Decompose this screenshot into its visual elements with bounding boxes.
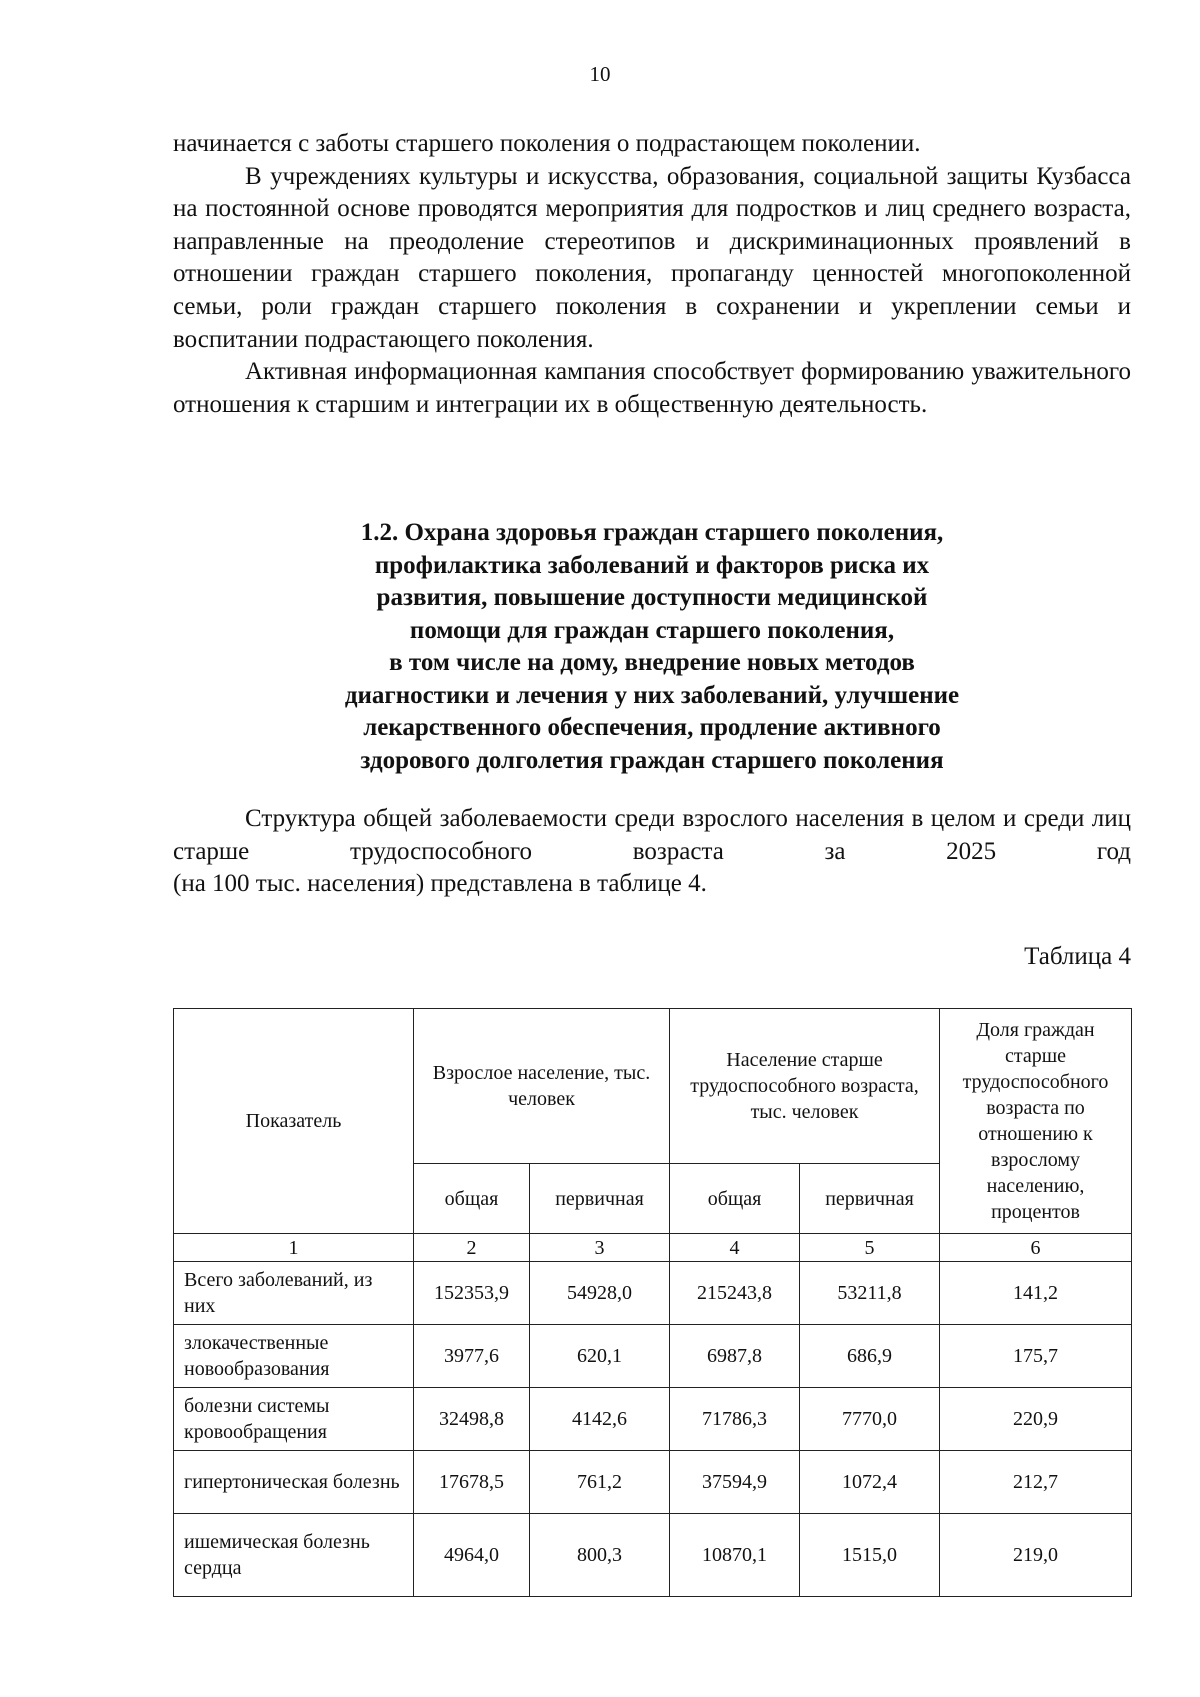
intro-paragraph: начинается с заботы старшего поколения о подрастающем поколении. — [173, 130, 921, 157]
row-indicator: злокачественные новообразования — [174, 1325, 414, 1388]
cell-elderly-total: 10870,1 — [670, 1514, 800, 1597]
cell-elderly-total: 6987,8 — [670, 1325, 800, 1388]
cell-adult-primary: 800,3 — [530, 1514, 670, 1597]
cell-elderly-primary: 1515,0 — [800, 1514, 940, 1597]
cell-elderly-primary: 686,9 — [800, 1325, 940, 1388]
row-indicator: ишемическая болезнь сердца — [174, 1514, 414, 1597]
intro-text — [173, 128, 1131, 421]
subheader-elderly-primary: первичная — [800, 1164, 940, 1234]
table-intro-text: (на 100 тыс. населения) представлена в таблице 4. — [173, 870, 707, 898]
table-caption: Таблица 4 — [1024, 943, 1131, 970]
section-heading-line: лекарственного обеспечения, продление активного — [363, 714, 941, 741]
cell-elderly-total: 71786,3 — [670, 1388, 800, 1451]
cell-elderly-primary: 53211,8 — [800, 1262, 940, 1325]
section-heading-line: профилактика заболеваний и факторов риска их — [374, 551, 930, 579]
table-row — [174, 1514, 1132, 1597]
section-heading-line: диагностики и лечения у них заболеваний, улучшение — [344, 681, 960, 709]
header-adult-population: Взрослое население, тыс. человек — [414, 1009, 670, 1164]
subheader-elderly-total: общая — [670, 1164, 800, 1234]
section-heading-line: здорового долголетия граждан старшего поколения — [360, 746, 944, 774]
subheader-adult-total: общая — [414, 1164, 530, 1234]
table-intro-paragraph — [173, 803, 1131, 901]
cell-share: 175,7 — [940, 1325, 1132, 1388]
cell-adult-total: 3977,6 — [414, 1325, 530, 1388]
cell-share: 212,7 — [940, 1451, 1132, 1514]
row-indicator: гипертоническая болезнь — [174, 1451, 414, 1514]
cell-adult-total: 4964,0 — [414, 1514, 530, 1597]
column-number: 2 — [414, 1234, 530, 1262]
header-elderly-population: Население старше трудоспособного возраста, тыс. человек — [670, 1009, 940, 1164]
cell-share: 219,0 — [940, 1514, 1132, 1597]
section-heading-line: в том числе на дому, внедрение новых методов — [389, 649, 915, 676]
cell-adult-primary: 761,2 — [530, 1451, 670, 1514]
column-number: 4 — [670, 1234, 800, 1262]
table-row — [174, 1451, 1132, 1514]
table-header-row — [174, 1009, 1132, 1164]
column-number: 3 — [530, 1234, 670, 1262]
section-heading — [173, 517, 1131, 777]
cell-adult-total: 152353,9 — [414, 1262, 530, 1325]
table-intro-text: Структура общей заболеваемости среди взрослого населения в целом и среди лиц старше трудоспособного возраста за 2025 год — [173, 805, 1131, 865]
column-number: 5 — [800, 1234, 940, 1262]
cell-share: 220,9 — [940, 1388, 1132, 1451]
section-heading-line: 1.2. Охрана здоровья граждан старшего поколения, — [360, 519, 944, 546]
cell-elderly-primary: 7770,0 — [800, 1388, 940, 1451]
table-row — [174, 1388, 1132, 1451]
cell-adult-primary: 4142,6 — [530, 1388, 670, 1451]
cell-elderly-total: 215243,8 — [670, 1262, 800, 1325]
cell-adult-total: 32498,8 — [414, 1388, 530, 1451]
subheader-adult-primary: первичная — [530, 1164, 670, 1234]
intro-paragraph: В учреждениях культуры и искусства, образования, социальной защиты Кузбасса на постоянной основе проводятся мероприятия для подростков и лиц среднего возраста, направленные на преодоление стереотипов и дискриминационных проявлений в отношении граждан старшего поколения, пропаганду ценностей многопоколенной семьи, роли граждан старшего поколения в сохранении и укреплении семьи и воспитании подрастающего поколения. — [173, 162, 1131, 353]
intro-paragraph: Активная информационная кампания способствует формированию уважительного отношения к старшим и интеграции их в общественную деятельность. — [173, 358, 1131, 418]
page-number: 10 — [589, 62, 611, 86]
cell-adult-total: 17678,5 — [414, 1451, 530, 1514]
table-row — [174, 1325, 1132, 1388]
section-heading-line: развития, повышение доступности медицинской — [376, 584, 928, 611]
row-indicator: Всего заболеваний, из них — [174, 1262, 414, 1325]
cell-elderly-primary: 1072,4 — [800, 1451, 940, 1514]
table-row — [174, 1262, 1132, 1325]
column-number-row — [174, 1234, 1132, 1262]
morbidity-table — [173, 1008, 1132, 1597]
cell-share: 141,2 — [940, 1262, 1132, 1325]
column-number: 1 — [174, 1234, 414, 1262]
row-indicator: болезни системы кровообращения — [174, 1388, 414, 1451]
header-indicator: Показатель — [174, 1009, 414, 1234]
cell-elderly-total: 37594,9 — [670, 1451, 800, 1514]
column-number: 6 — [940, 1234, 1132, 1262]
cell-adult-primary: 620,1 — [530, 1325, 670, 1388]
cell-adult-primary: 54928,0 — [530, 1262, 670, 1325]
section-heading-line: помощи для граждан старшего поколения, — [409, 616, 895, 644]
header-share: Доля граждан старше трудоспособного возраста по отношению к взрослому населению, процентов — [940, 1009, 1132, 1234]
